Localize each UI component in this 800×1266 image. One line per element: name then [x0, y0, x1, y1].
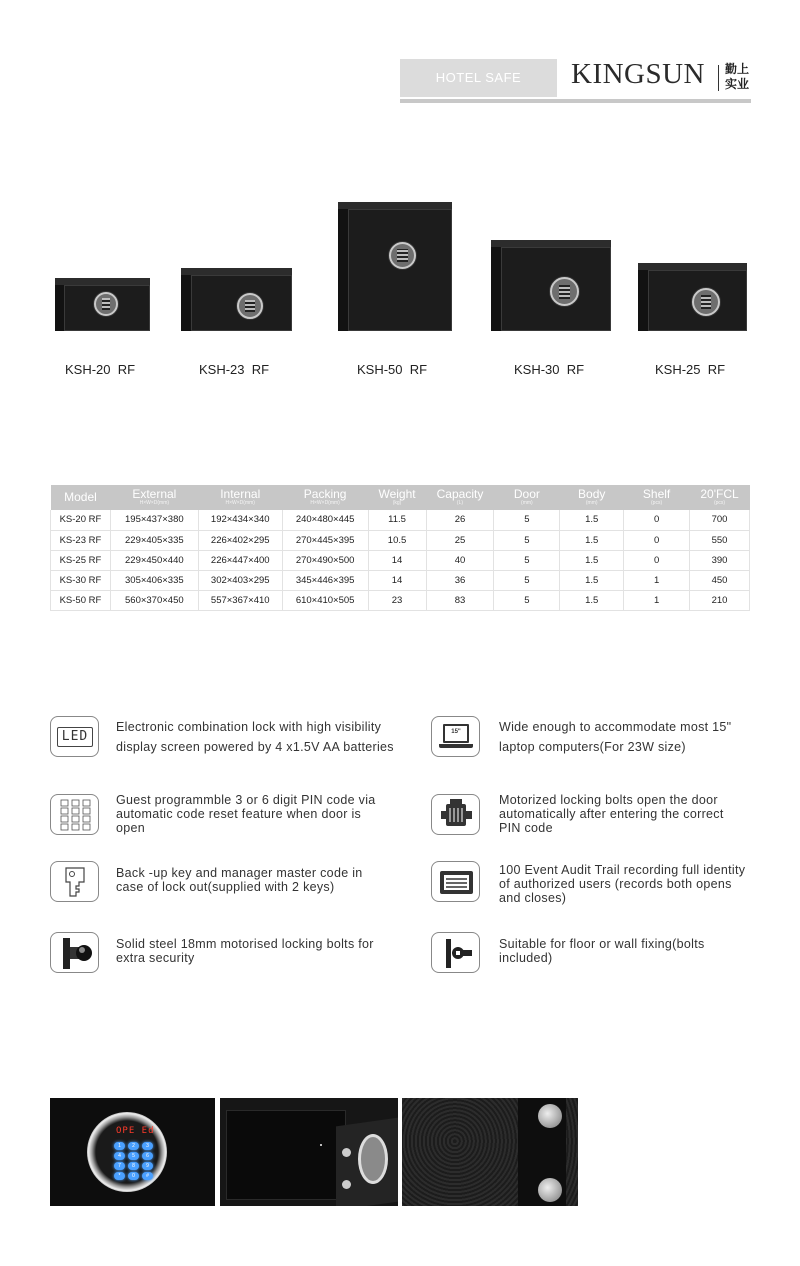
product-image-ksh-20: [55, 278, 150, 331]
column-header: Packing H×W×D(mm): [282, 485, 368, 510]
table-cell: 240×480×445: [282, 510, 368, 530]
table-cell: 10.5: [368, 530, 426, 550]
keypad-dial-icon: [389, 242, 416, 269]
table-cell: KS-30 RF: [51, 570, 111, 590]
spec-table: [50, 485, 750, 611]
table-row: [51, 570, 750, 590]
table-cell: KS-50 RF: [51, 590, 111, 610]
brand-divider: [718, 65, 719, 91]
laptop-size-text: 15": [451, 729, 461, 735]
table-cell: 210: [690, 590, 750, 610]
table-cell: 5: [494, 530, 560, 550]
product-model-label: KSH-30 RF: [514, 362, 585, 377]
feature-text: Electronic combination lock with high visibility display screen powered by 4 x1.5V AA batteries: [116, 720, 394, 754]
table-cell: KS-25 RF: [51, 550, 111, 570]
table-cell: 26: [426, 510, 494, 530]
table-row: [51, 530, 750, 550]
keypad-key: 8: [128, 1162, 139, 1170]
audit-trail-icon: [431, 861, 480, 902]
keypad-key: 5: [128, 1152, 139, 1160]
feature-text: Guest programmble 3 or 6 digit PIN code via automatic code reset feature when door is open: [116, 793, 376, 835]
column-header: Door (mm): [494, 485, 560, 510]
keypad-key: #: [142, 1172, 153, 1180]
table-cell: 195×437×380: [110, 510, 198, 530]
table-cell: 302×403×295: [198, 570, 282, 590]
table-cell: 25: [426, 530, 494, 550]
table-header-row: [51, 485, 750, 510]
table-row: [51, 590, 750, 610]
table-row: [51, 510, 750, 530]
table-cell: 40: [426, 550, 494, 570]
table-cell: 0: [624, 530, 690, 550]
section-tab: [400, 59, 557, 97]
keypad-key: 4: [114, 1152, 125, 1160]
feature-text: 100 Event Audit Trail recording full identity of authorized users (records both opens and closes): [499, 863, 746, 905]
column-header: Internal H×W×D(mm): [198, 485, 282, 510]
table-cell: KS-20 RF: [51, 510, 111, 530]
table-cell: 560×370×450: [110, 590, 198, 610]
table-cell: 5: [494, 590, 560, 610]
motor-icon: [431, 794, 480, 835]
photo-open-door-interior: [220, 1098, 398, 1206]
table-cell: 229×450×440: [110, 550, 198, 570]
product-image-ksh-30: [491, 240, 611, 331]
column-header: Body (mm): [560, 485, 624, 510]
table-cell: 0: [624, 510, 690, 530]
table-cell: 700: [690, 510, 750, 530]
table-cell: 14: [368, 550, 426, 570]
table-cell: 192×434×340: [198, 510, 282, 530]
table-cell: 226×447×400: [198, 550, 282, 570]
column-header: Model: [51, 485, 111, 510]
lock-display-readout: OPE Ed: [116, 1126, 155, 1136]
product-model-label: KSH-20 RF: [65, 362, 136, 377]
column-header: External H×W×D(mm): [110, 485, 198, 510]
photo-keypad-grid: [114, 1142, 154, 1180]
feature-text: Solid steel 18mm motorised locking bolts for extra security: [116, 937, 374, 965]
table-cell: 390: [690, 550, 750, 570]
key-icon: [50, 861, 99, 902]
product-image-ksh-50: [338, 202, 452, 331]
column-header: Shelf (pcs): [624, 485, 690, 510]
section-tab-label: HOTEL SAFE: [435, 70, 522, 85]
keypad-dial-icon: [692, 288, 720, 316]
table-cell: 305×406×335: [110, 570, 198, 590]
laptop-icon: [431, 716, 480, 757]
feature-text: Motorized locking bolts open the door automatically after entering the correct PIN code: [499, 793, 724, 835]
table-cell: 1.5: [560, 510, 624, 530]
keypad-key: *: [114, 1172, 125, 1180]
table-row: [51, 550, 750, 570]
keypad-dial-icon: [94, 292, 118, 316]
table-cell: 1.5: [560, 530, 624, 550]
table-cell: 5: [494, 510, 560, 530]
table-cell: 1.5: [560, 590, 624, 610]
keypad-key: 7: [114, 1162, 125, 1170]
table-cell: 11.5: [368, 510, 426, 530]
table-cell: 270×445×395: [282, 530, 368, 550]
locking-bolt-icon: [50, 932, 99, 973]
table-cell: 5: [494, 570, 560, 590]
product-model-label: KSH-23 RF: [199, 362, 270, 377]
header-underline: [400, 99, 751, 103]
product-model-label: KSH-50 RF: [357, 362, 428, 377]
table-cell: 1: [624, 570, 690, 590]
led-display-icon: [50, 716, 99, 757]
product-image-ksh-23: [181, 268, 292, 331]
table-cell: 1: [624, 590, 690, 610]
table-cell: 36: [426, 570, 494, 590]
keypad-key: 6: [142, 1152, 153, 1160]
keypad-key: 0: [128, 1172, 139, 1180]
product-model-label: KSH-25 RF: [655, 362, 726, 377]
table-cell: 270×490×500: [282, 550, 368, 570]
table-cell: 0: [624, 550, 690, 570]
column-header: 20'FCL (pcs): [690, 485, 750, 510]
brand-chinese-name: 勤上实业: [725, 62, 750, 91]
keypad-key: 2: [128, 1142, 139, 1150]
feature-text: Back -up key and manager master code in case of lock out(supplied with 2 keys): [116, 866, 363, 894]
led-display-text: LED: [57, 727, 93, 747]
column-header: Capacity (L): [426, 485, 494, 510]
keypad-dial-icon: [237, 293, 263, 319]
table-cell: 23: [368, 590, 426, 610]
keypad-icon: [50, 794, 99, 835]
table-cell: 610×410×505: [282, 590, 368, 610]
table-cell: 229×405×335: [110, 530, 198, 550]
table-cell: 345×446×395: [282, 570, 368, 590]
feature-text: Suitable for floor or wall fixing(bolts included): [499, 937, 705, 965]
table-cell: 14: [368, 570, 426, 590]
photo-keypad-closeup: [50, 1098, 215, 1206]
table-cell: 557×367×410: [198, 590, 282, 610]
column-header: Weight (kg): [368, 485, 426, 510]
keypad-dial-icon: [550, 277, 579, 306]
wall-fixing-icon: [431, 932, 480, 973]
keypad-key: 3: [142, 1142, 153, 1150]
table-cell: 226×402×295: [198, 530, 282, 550]
table-cell: 5: [494, 550, 560, 570]
table-cell: KS-23 RF: [51, 530, 111, 550]
table-cell: 83: [426, 590, 494, 610]
product-image-ksh-25: [638, 263, 747, 331]
keypad-key: 9: [142, 1162, 153, 1170]
brand-logo: KINGSUN: [571, 58, 705, 90]
table-cell: 450: [690, 570, 750, 590]
table-cell: 550: [690, 530, 750, 550]
table-cell: 1.5: [560, 570, 624, 590]
photo-locking-bolts: [402, 1098, 578, 1206]
keypad-key: 1: [114, 1142, 125, 1150]
feature-text: Wide enough to accommodate most 15" laptop computers(For 23W size): [499, 720, 732, 754]
table-cell: 1.5: [560, 550, 624, 570]
